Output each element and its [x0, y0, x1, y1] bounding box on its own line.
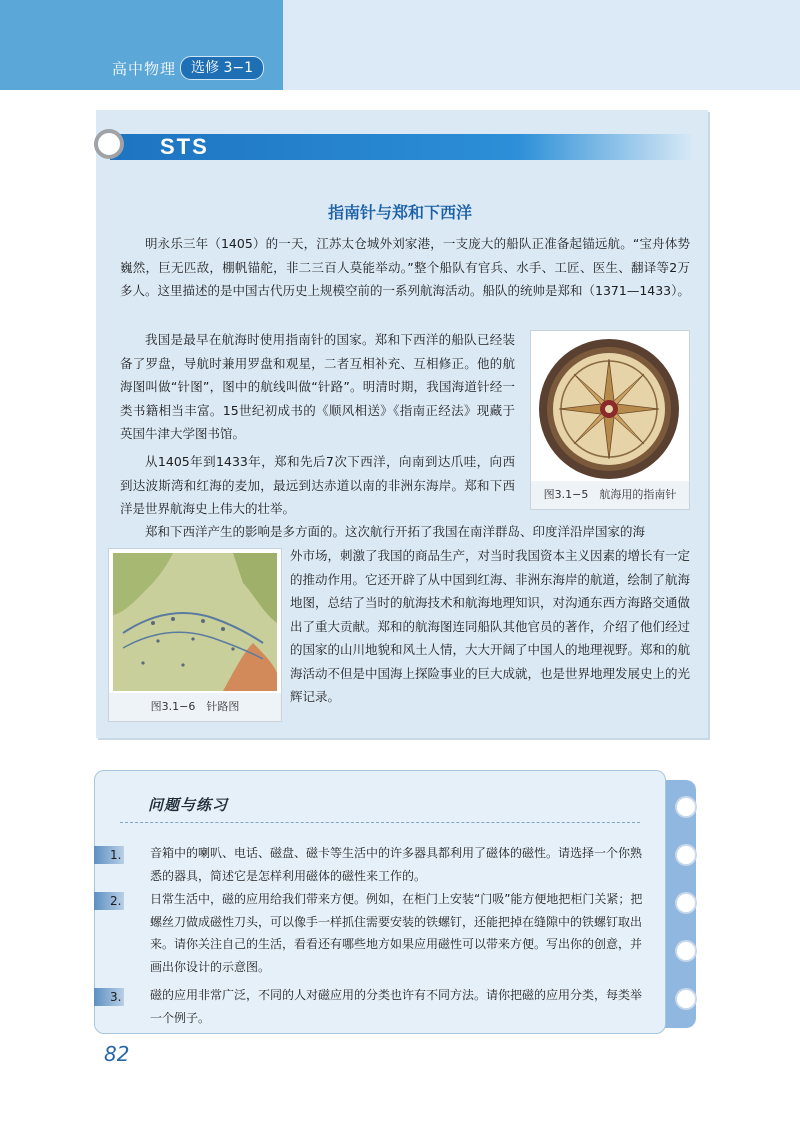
article-paragraph-4-start: 郑和下西洋产生的影响是多方面的。这次航行开拓了我国在南洋群岛、印度洋沿岸国家的海 [145, 524, 646, 539]
volume-badge: 选修 3−1 [180, 56, 264, 80]
figure-compass-caption: 图3.1−5 航海用的指南针 [531, 481, 689, 509]
binder-hole-icon [675, 892, 697, 914]
exercise-text: 磁的应用非常广泛，不同的人对磁应用的分类也许有不同方法。请你把磁的应用分类，每类举一个例子。 [150, 988, 643, 1025]
figure-map-caption: 图3.1−6 针路图 [109, 693, 281, 721]
figure-compass [530, 330, 690, 510]
exercise-number: 3. [110, 990, 122, 1004]
article-paragraph-1: 明永乐三年（1405）的一天，江苏太仓城外刘家港，一支庞大的船队正准备起锚远航。“宝舟体势巍然，巨无匹敌，棚帆锚舵，非二三百人莫能举动。”整个船队有官兵、水手、工匠、医生、翻译等2万多人。这里描述的是中国古代历史上规模空前的一系列航海活动。船队的统帅是郑和（1371—1433）。 [120, 236, 690, 298]
exercise-text: 音箱中的喇叭、电话、磁盘、磁卡等生活中的许多器具都利用了磁体的磁性。请选择一个你熟悉的器具，简述它是怎样利用磁体的磁性来工作的。 [150, 846, 643, 883]
article-title: 指南针与郑和下西洋 [327, 203, 472, 222]
book-title: 高中物理 [112, 60, 177, 78]
exercise-text: 日常生活中，磁的应用给我们带来方便。例如，在柜门上安装“门吸”能方便地把柜门关紧；把螺丝刀做成磁性刀头，可以像手一样抓住需要安装的铁螺钉，还能把掉在缝隙中的铁螺钉取出来。请你关注自己的生活，看看还有哪些地方如果应用磁性可以带来方便。写出你的创意，并画出你设计的示意图。 [150, 892, 643, 974]
exercise-title: 问题与练习 [148, 796, 229, 814]
binder-hole-icon [675, 844, 697, 866]
exercise-number: 2. [110, 894, 122, 908]
header-band-light [283, 0, 800, 90]
figure-map [108, 548, 282, 722]
map-image [113, 553, 277, 691]
binder-hole-icon [675, 796, 697, 818]
compass-icon [537, 337, 681, 481]
binder-hole-icon [675, 940, 697, 962]
sts-label: STS [160, 134, 209, 159]
binder-hole-icon [675, 988, 697, 1010]
article-paragraph-4-cont: 外市场，刺激了我国的商品生产，对当时我国资本主义因素的增长有一定的推动作用。它还开辟了从中国到红海、非洲东海岸的航道，绘制了航海地图，总结了当时的航海技术和航海地理知识，对沟通东西方海路交通做出了重大贡献。郑和的航海图连同船队其他官员的著作，介绍了他们经过的国家的山川地貌和风土人情，大大开阔了中国人的地理视野。郑和的航海活动不但是中国海上探险事业的巨大成就，也是世界地理发展史上的光辉记录。 [290, 548, 691, 704]
page-number: 82 [104, 1042, 130, 1066]
article-paragraph-3: 从1405年到1433年，郑和先后7次下西洋，向南到达爪哇，向西到达波斯湾和红海的麦加，最远到达赤道以南的非洲东海岸。郑和下西洋是世界航海史上伟大的壮举。 [120, 454, 515, 516]
exercise-number: 1. [110, 848, 122, 862]
exercise-divider [120, 822, 640, 823]
binder-ring-icon [94, 129, 124, 159]
article-paragraph-2: 我国是最早在航海时使用指南针的国家。郑和下西洋的船队已经装备了罗盘，导航时兼用罗盘和观星，二者互相补充、互相修正。他的航海图叫做“针图”，图中的航线叫做“针路”。明清时期，我国海道针经一类书籍相当丰富。15世纪初成书的《顺风相送》《指南正经法》现藏于英国牛津大学图书馆。 [120, 332, 515, 441]
